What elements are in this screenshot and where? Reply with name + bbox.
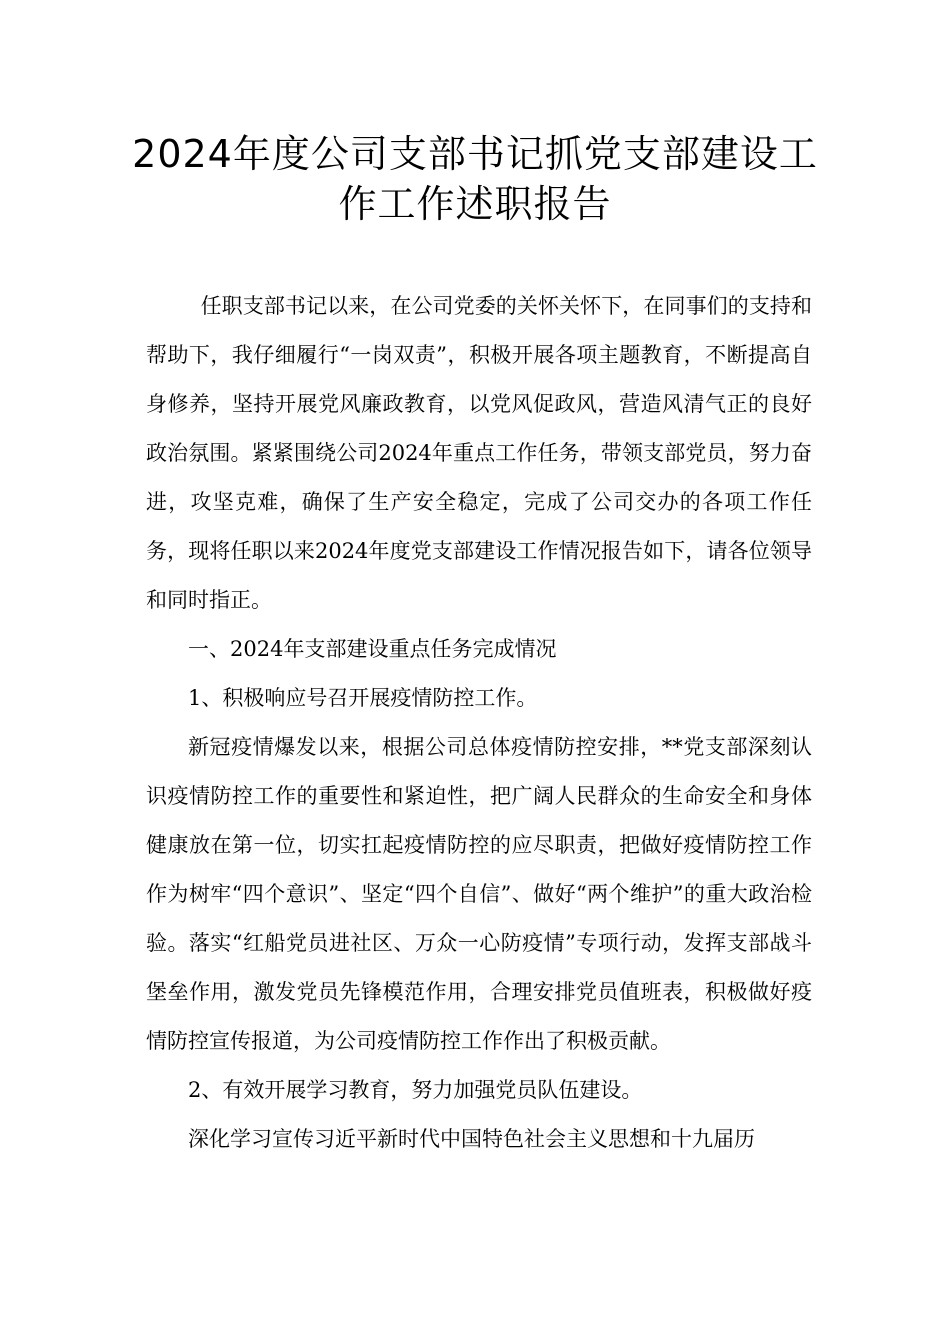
paragraph-epidemic: 新冠疫情爆发以来，根据公司总体疫情防控安排，**党支部深刻认识疫情防控工作的重要性和紧迫性，把广阔人民群众的生命安全和身体健康放在第一位，切实扛起疫情防控的应尽职责，把做好疫情防控工作作为树牢“四个意识”、坚定“四个自信”、做好“两个维护”的重大政治检验。落实“红船党员进社区、万众一心防疫情”专项行动，发挥支部战斗堡垒作用，激发党员先锋模范作用，合理安排党员值班表，积极做好疫情防控宣传报道，为公司疫情防控工作作出了积极贡献。 — [146, 735, 812, 1053]
paragraph-study: 深化学习宣传习近平新时代中国特色社会主义思想和十九届历 — [188, 1127, 755, 1151]
document-title-line-2: 作工作述职报告 — [338, 182, 612, 226]
subsection-heading-1: 1、积极响应号召开展疫情防控工作。 — [188, 686, 538, 710]
document-body — [146, 282, 812, 1164]
section-heading-1: 一、2024年支部建设重点任务完成情况 — [188, 637, 557, 661]
paragraph-intro: 任职支部书记以来，在公司党委的关怀关怀下，在同事们的支持和帮助下，我仔细履行“一岗双责”，积极开展各项主题教育，不断提高自身修养，坚持开展党风廉政教育，以党风促政风，营造风清气正的良好政治氛围。紧紧围绕公司2024年重点工作任务，带领支部党员，努力奋进，攻坚克难，确保了生产安全稳定，完成了公司交办的各项工作任务，现将任职以来2024年度党支部建设工作情况报告如下，请各位领导和同时指正。 — [146, 294, 812, 612]
subsection-heading-2: 2、有效开展学习教育，努力加强党员队伍建设。 — [188, 1078, 643, 1102]
document-title-line-1: 2024年度公司支部书记抓党支部建设工 — [132, 132, 818, 176]
